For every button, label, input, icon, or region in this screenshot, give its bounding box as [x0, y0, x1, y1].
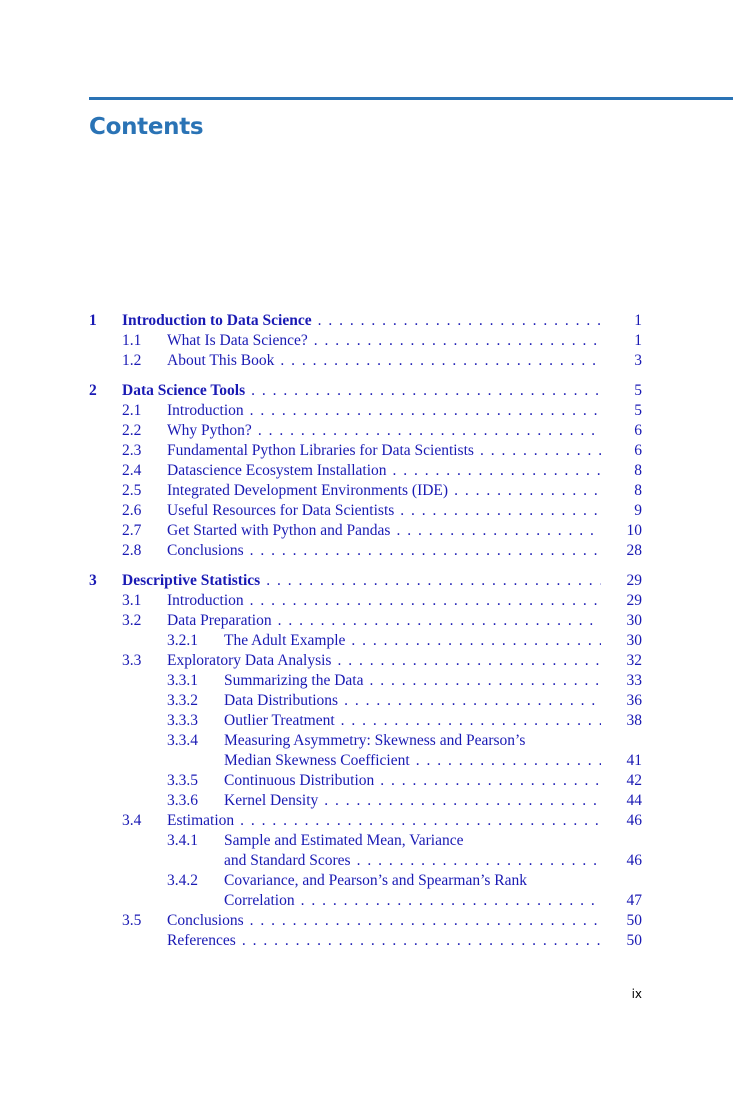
- toc-entry-title: About This Book: [167, 352, 275, 369]
- toc-entry-line: [167, 611, 601, 631]
- toc-entry-title: Datascience Ecosystem Installation: [167, 462, 387, 479]
- toc-entry-number: 3.2.1: [167, 632, 198, 649]
- dot-leader: [369, 671, 601, 691]
- toc-entry-title: Measuring Asymmetry: Skewness and Pearson’s: [224, 732, 526, 749]
- toc-entry[interactable]: [89, 671, 642, 691]
- dot-leader: [314, 331, 601, 351]
- toc-entry-page: 50: [626, 932, 642, 949]
- toc-entry-number: 3: [89, 572, 97, 589]
- toc-entry[interactable]: [89, 691, 642, 711]
- toc-entry-number: 3.3.3: [167, 712, 198, 729]
- toc-entry-line: [224, 671, 601, 691]
- toc-chapter-entry[interactable]: [89, 381, 642, 401]
- toc-entry[interactable]: [89, 521, 642, 541]
- toc-entry[interactable]: [89, 441, 642, 461]
- toc-entry-page: 5: [634, 382, 642, 399]
- dot-leader: [258, 421, 601, 441]
- toc-entry-page: 6: [634, 422, 642, 439]
- toc-entry-line: [224, 791, 601, 811]
- toc-entry-title: Data Science Tools: [122, 382, 246, 399]
- toc-entry-line: [224, 891, 601, 911]
- toc-entry-page: 1: [634, 332, 642, 349]
- dot-leader: [250, 541, 601, 561]
- dot-leader: [250, 401, 601, 421]
- toc-entry-line: [167, 421, 601, 441]
- dot-leader: [280, 351, 601, 371]
- toc-entry-page: 42: [626, 772, 642, 789]
- toc-entry-page: 32: [626, 652, 642, 669]
- toc-entry-title: Kernel Density: [224, 792, 319, 809]
- dot-leader: [341, 711, 601, 731]
- toc-entry-page: 5: [634, 402, 642, 419]
- dot-leader: [240, 811, 601, 831]
- toc-entry-line: [122, 381, 601, 401]
- toc-entry[interactable]: [89, 331, 642, 351]
- toc-entry-title: Get Started with Python and Pandas: [167, 522, 391, 539]
- toc-entry-page: 30: [626, 612, 642, 629]
- toc-entry-number: 2.4: [122, 462, 142, 479]
- toc-entry-line: [167, 911, 601, 931]
- toc-entry-page: 44: [626, 792, 642, 809]
- toc-entry-line: [167, 651, 601, 671]
- toc-entry-number: 3.3.2: [167, 692, 198, 709]
- toc-entry-line: [167, 811, 601, 831]
- toc-entry[interactable]: [89, 541, 642, 561]
- toc-entry[interactable]: [89, 831, 642, 851]
- toc-entry-title: Covariance, and Pearson’s and Spearman’s Rank: [224, 872, 528, 889]
- toc-entry-page: 47: [626, 892, 642, 909]
- toc-entry-number: 3.2: [122, 612, 142, 629]
- toc-entry-title: Sample and Estimated Mean, Variance: [224, 832, 464, 849]
- toc-entry-line: [224, 751, 601, 771]
- toc-entry-page: 8: [634, 462, 642, 479]
- toc-entry-number: 3.1: [122, 592, 142, 609]
- toc-entry-number: 3.4.1: [167, 832, 198, 849]
- toc-entry[interactable]: [89, 481, 642, 501]
- toc-entry-page: 33: [626, 672, 642, 689]
- toc-entry-page: 1: [634, 312, 642, 329]
- toc-entry-title: Estimation: [167, 812, 235, 829]
- dot-leader: [266, 571, 601, 591]
- toc-entry-title: What Is Data Science?: [167, 332, 308, 349]
- toc-entry-number: 3.4.2: [167, 872, 198, 889]
- toc-entry-line: [167, 501, 601, 521]
- toc-entry-number: 3.3.6: [167, 792, 198, 809]
- toc-entry-page: 46: [626, 812, 642, 829]
- toc-entry-title: Conclusions: [167, 912, 244, 929]
- toc-entry-number: 2.8: [122, 542, 142, 559]
- dot-leader: [393, 461, 601, 481]
- toc-entry-number: 3.5: [122, 912, 142, 929]
- toc-entry-line: [167, 591, 601, 611]
- toc-entry-number: 2.6: [122, 502, 142, 519]
- toc-entry[interactable]: [89, 351, 642, 371]
- toc-entry-number: 2.3: [122, 442, 142, 459]
- toc-chapter-entry[interactable]: [89, 571, 642, 591]
- toc-entry-title: Useful Resources for Data Scientists: [167, 502, 395, 519]
- toc-entry-page: 29: [626, 572, 642, 589]
- toc-entry-title: Introduction: [167, 402, 244, 419]
- top-rule: [89, 97, 733, 100]
- toc-entry-title: Data Distributions: [224, 692, 339, 709]
- toc-entry-title: Exploratory Data Analysis: [167, 652, 332, 669]
- dot-leader: [396, 521, 601, 541]
- toc-entry[interactable]: [89, 731, 642, 751]
- dot-leader: [416, 751, 601, 771]
- toc-entry[interactable]: [89, 711, 642, 731]
- dot-leader: [480, 441, 601, 461]
- toc-entry-title: Fundamental Python Libraries for Data Scientists: [167, 442, 474, 459]
- toc-entry-number: 1.1: [122, 332, 142, 349]
- toc-entry-line: [224, 851, 601, 871]
- toc-entry[interactable]: [89, 791, 642, 811]
- dot-leader: [242, 931, 601, 951]
- toc-entry[interactable]: [89, 651, 642, 671]
- toc-entry-title: Introduction to Data Science: [122, 312, 312, 329]
- toc-entry-number: 3.3.5: [167, 772, 198, 789]
- toc-entry-title: Data Preparation: [167, 612, 272, 629]
- toc-entry-page: 6: [634, 442, 642, 459]
- toc-entry-number: 1: [89, 312, 97, 329]
- toc-entry-number: 2.7: [122, 522, 142, 539]
- toc-entry-title-continued: and Standard Scores: [224, 852, 351, 869]
- toc-entry-title: Outlier Treatment: [224, 712, 335, 729]
- toc-entry[interactable]: [89, 911, 642, 931]
- toc-entry[interactable]: [89, 501, 642, 521]
- toc-entry-page: 46: [626, 852, 642, 869]
- toc-entry-page: 41: [626, 752, 642, 769]
- toc-entry-title: References: [167, 932, 236, 949]
- toc-entry-number: 3.4: [122, 812, 142, 829]
- toc-chapter-entry[interactable]: [89, 311, 642, 331]
- toc-entry-title: Continuous Distribution: [224, 772, 375, 789]
- toc-entry-title: Summarizing the Data: [224, 672, 364, 689]
- toc-entry-number: 3.3.1: [167, 672, 198, 689]
- toc-entry-number: 2.2: [122, 422, 142, 439]
- toc-entry-line: [167, 541, 601, 561]
- toc-entry-line: [122, 571, 601, 591]
- toc-entry-page: 8: [634, 482, 642, 499]
- toc-entry-line: [167, 931, 601, 951]
- toc-entry[interactable]: [89, 611, 642, 631]
- toc-entry-line: [167, 351, 601, 371]
- toc-entry-title: Descriptive Statistics: [122, 572, 261, 589]
- toc-entry-line: [167, 481, 601, 501]
- toc-entry-title-continued: Median Skewness Coefficient: [224, 752, 410, 769]
- page-title: Contents: [89, 114, 204, 140]
- toc-entry-page: 29: [626, 592, 642, 609]
- toc-entry-page: 3: [634, 352, 642, 369]
- toc-entry[interactable]: [89, 421, 642, 441]
- toc-entry-page: 50: [626, 912, 642, 929]
- toc-entry-page: 10: [626, 522, 642, 539]
- toc-entry-continuation[interactable]: [89, 851, 642, 871]
- toc-entry-page: 28: [626, 542, 642, 559]
- toc-entry-title: Conclusions: [167, 542, 244, 559]
- toc-entry[interactable]: [89, 401, 642, 421]
- toc-entry[interactable]: [89, 771, 642, 791]
- toc-entry-number: 2.1: [122, 402, 142, 419]
- toc-entry-line: [224, 631, 601, 651]
- dot-leader: [351, 631, 601, 651]
- toc-entry[interactable]: [89, 591, 642, 611]
- toc-entry-line: [224, 771, 601, 791]
- toc-entry-line: [224, 711, 601, 731]
- toc-entry-page: 38: [626, 712, 642, 729]
- toc-entry[interactable]: [89, 931, 642, 951]
- dot-leader: [301, 891, 601, 911]
- dot-leader: [250, 591, 601, 611]
- toc-entry-page: 36: [626, 692, 642, 709]
- toc-entry-continuation[interactable]: [89, 891, 642, 911]
- dot-leader: [357, 851, 601, 871]
- dot-leader: [324, 791, 601, 811]
- toc-entry-number: 2.5: [122, 482, 142, 499]
- dot-leader: [344, 691, 601, 711]
- toc-entry-page: 30: [626, 632, 642, 649]
- dot-leader: [278, 611, 601, 631]
- toc-entry-line: [224, 691, 601, 711]
- dot-leader: [337, 651, 601, 671]
- toc-entry-title: Introduction: [167, 592, 244, 609]
- toc-entry[interactable]: [89, 631, 642, 651]
- dot-leader: [380, 771, 601, 791]
- dot-leader: [250, 911, 601, 931]
- toc-entry[interactable]: [89, 461, 642, 481]
- toc-entry-title: Integrated Development Environments (IDE): [167, 482, 449, 499]
- toc-entry-title: Why Python?: [167, 422, 252, 439]
- dot-leader: [318, 311, 601, 331]
- toc-entry-line: [167, 331, 601, 351]
- toc-entry-number: 3.3.4: [167, 732, 198, 749]
- toc-entry-title-continued: Correlation: [224, 892, 295, 909]
- toc-entry[interactable]: [89, 811, 642, 831]
- toc-entry-page: 9: [634, 502, 642, 519]
- toc-entry-line: [167, 461, 601, 481]
- toc-entry[interactable]: [89, 871, 642, 891]
- toc-entry-continuation[interactable]: [89, 751, 642, 771]
- page-number: ix: [631, 987, 642, 1001]
- toc-entry-line: [167, 441, 601, 461]
- toc-entry-line: [167, 401, 601, 421]
- toc-entry-line: [167, 521, 601, 541]
- toc-entry-line: [122, 311, 601, 331]
- toc-entry-title: The Adult Example: [224, 632, 346, 649]
- toc-entry-number: 2: [89, 382, 97, 399]
- dot-leader: [454, 481, 601, 501]
- toc-entry-number: 3.3: [122, 652, 142, 669]
- toc-entry-number: 1.2: [122, 352, 142, 369]
- dot-leader: [400, 501, 601, 521]
- dot-leader: [251, 381, 601, 401]
